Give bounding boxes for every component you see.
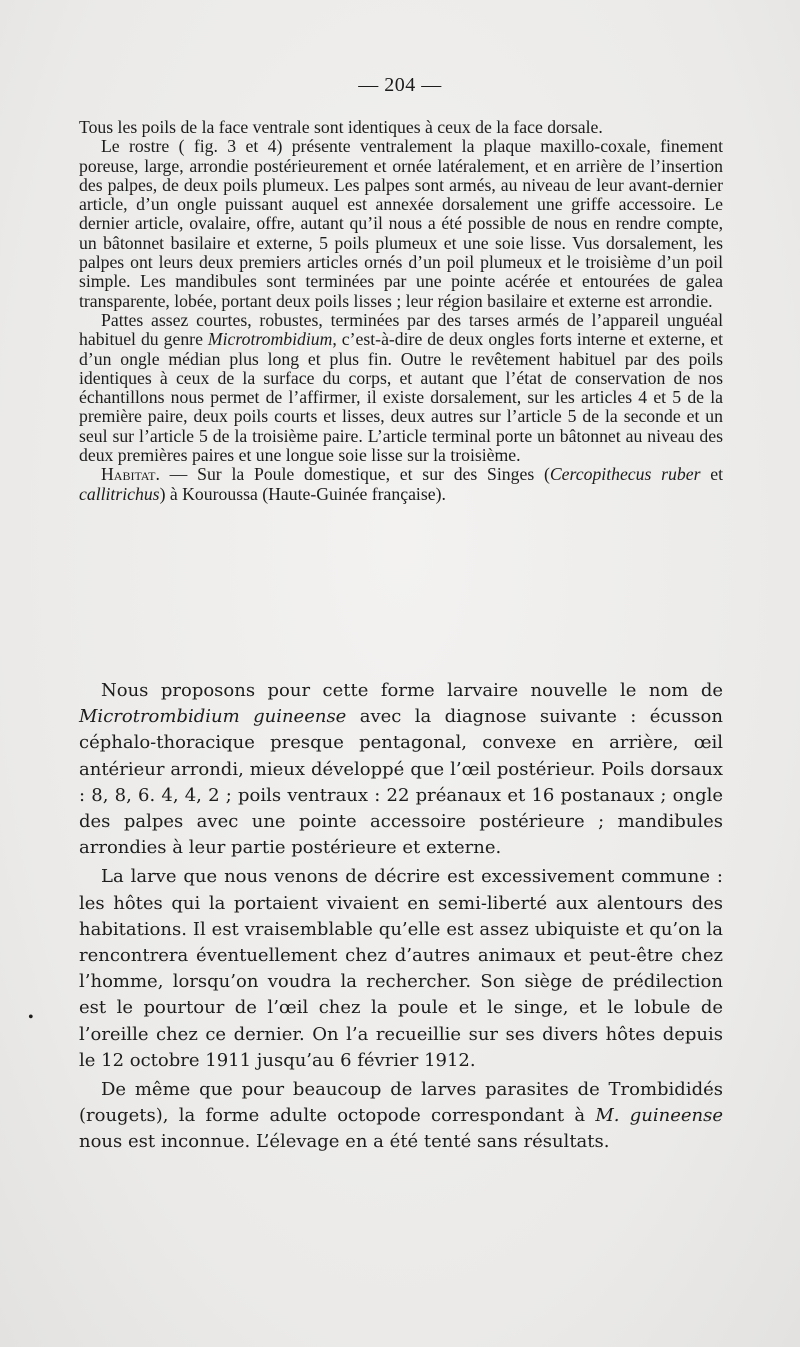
host-species-2: callitrichus xyxy=(79,483,160,504)
species-abbrev: M. guineense xyxy=(595,1105,723,1127)
paragraph-ventral-hairs: Tous les poils de la face ventrale sont identiques à ceux de la face dorsale. xyxy=(79,117,603,137)
paragraph-larva-distribution: La larve que nous venons de décrire est excessivement commune : les hôtes qui la portaient vivaient en semi-liberté aux alentours des habitations. Il est vraisemblable qu’elle est assez ubiquiste et qu’on la rencontrera éventuellement chez d’autres animaux et peut-être chez l’homme, lorsqu’on voudra la rechercher. Son siège de prédilection est le pourtour de l’œil chez la poule et le singe, et le lobule de l’oreille chez ce dernier. On l’a recueillie sur ses divers hôtes depuis le 12 octobre 1911 jusqu’au 6 février 1912. xyxy=(79,866,723,1071)
diagnosis-pre: Nous proposons pour cette forme larvaire nouvelle le nom de xyxy=(101,680,723,701)
pattes-text-pre: Pattes assez courtes, robustes, terminées par des tarses armés de l’appareil unguéal habituel du genre xyxy=(79,309,723,350)
habitat-text-pre: — Sur la Poule domestique, et sur des Singes ( xyxy=(159,464,550,485)
paragraph-pattes xyxy=(79,311,723,465)
host-species-1: Cercopithecus ruber xyxy=(549,464,701,485)
paragraph-rostre: Le rostre ( fig. 3 et 4) présente ventralement la plaque maxillo-coxale, finement poreuse, large, arrondie postérieurement et ornée latéralement, et en arrière de l’insertion des palpes, de deux poils plumeux. Les palpes sont armés, au niveau de leur avant-dernier article, d’un ongle puissant auquel est annexée dorsalement une griffe accessoire. Le dernier article, ovalaire, offre, autant qu’il nous a été possible de nous en rendre compte, un bâtonnet basilaire et externe, 5 poils plumeux et une soie lisse. Vus dorsalement, les palpes ont leurs deux premiers articles ornés d’un poil plumeux et le troisième d’un poil simple. Les mandibules sont terminées par une pointe acérée et entourées de galea transparente, lobée, portant deux poils lisses ; leur région basilaire et externe est arrondie. xyxy=(79,136,723,311)
large-print-section xyxy=(79,678,723,1159)
habitat-text-mid: et xyxy=(700,464,723,485)
small-print-section xyxy=(79,118,723,504)
diagnosis-post: avec la diagnose suivante : écusson céphalo-thoracique presque pentagonal, convexe en arrière, œil antérieur arrondi, mieux développé que l’œil postérieur. Poils dorsaux : 8, 8, 6. 4, 4, 2 ; poils ventraux : 22 préanaux et 16 postanaux ; ongle des palpes avec une pointe accessoire postérieure ; mandibules arrondies à leur partie postérieure et externe. xyxy=(79,706,723,859)
genus-name: Microtrombidium xyxy=(207,329,333,350)
adult-form-pre: De même que pour beaucoup de larves parasites de Trombididés (rougets), la forme adulte octopode correspondant à xyxy=(79,1079,723,1127)
adult-form-post: nous est inconnue. L’élevage en a été tenté sans résultats. xyxy=(79,1131,610,1153)
pattes-text-post: , c’est-à-dire de deux ongles forts interne et externe, et d’un ongle médian plus long et plus fin. Outre le revêtement habituel par des poils identiques à ceux de la surface du corps, et autant que l’état de conservation de nos échantillons nous permet de l’affirmer, il existe dorsalement, sur les articles 4 et 5 de la première paire, deux poils courts et lisses, deux autres sur l’article 5 de la seconde et un seul sur l’article 5 de la troisième paire. L’article terminal porte un bâtonnet au niveau des deux premières paires et une longue soie lisse sur la troisième. xyxy=(79,329,723,466)
habitat-text-post: ) à Kouroussa (Haute-Guinée française). xyxy=(159,483,446,504)
habitat-label: Habitat. xyxy=(101,464,160,485)
margin-mark: • xyxy=(28,1009,34,1026)
species-name: Microtrombidium guineense xyxy=(79,706,347,728)
paragraph-adult-form xyxy=(79,1077,723,1156)
page-number: — 204 — xyxy=(358,74,442,96)
paragraph-diagnosis xyxy=(79,678,723,861)
paragraph-habitat xyxy=(79,465,723,504)
